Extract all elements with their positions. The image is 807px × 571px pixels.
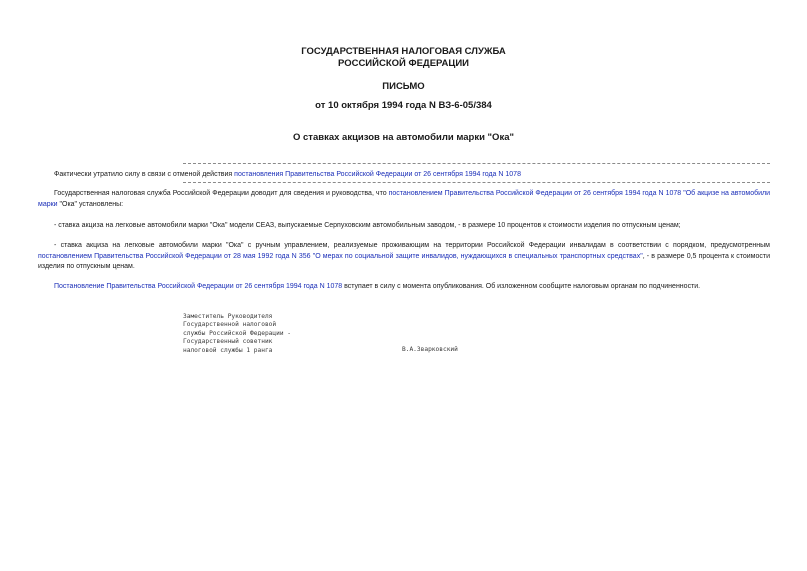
resolution-1078-link-2[interactable]: Постановление Правительства Российской Федерации от 26 сентября 1994 года N 1078: [54, 283, 343, 290]
paragraph-rate-disabled: [38, 241, 770, 273]
status-note-text: Фактически утратило силу в связи с отменой действия: [54, 171, 235, 178]
org-name-line2: РОССИЙСКОЙ ФЕДЕРАЦИИ: [337, 58, 469, 69]
document-type: ПИСЬМО: [382, 81, 425, 92]
signature-line: налоговой службы 1 ранга: [183, 346, 273, 354]
status-note: [38, 170, 770, 181]
signature-line: Государственный советник: [183, 338, 273, 346]
document-title: О ставках акцизов на автомобили марки "Ока": [293, 132, 514, 143]
paragraph-intro-tail: "Ока" установлены:: [57, 200, 124, 208]
document-date-number: от 10 октября 1994 года N ВЗ-6-05/384: [315, 100, 492, 111]
paragraph-intro: [38, 189, 770, 210]
signature-line: Государственной налоговой: [183, 321, 277, 329]
note-divider-top: [183, 163, 770, 164]
signature-block: [183, 313, 291, 355]
org-name-line1: ГОСУДАРСТВЕННАЯ НАЛОГОВАЯ СЛУЖБА: [301, 46, 506, 57]
resolution-1078-link[interactable]: постановлением Правительства Российской Федерации от 26 сентября 1994 года N 1078 "Об акцизе на автомобили марки: [38, 190, 771, 208]
paragraph-rate-disabled-tail: , - в размере 0,5 процента к стоимости изделия по отпускным ценам.: [38, 252, 771, 270]
paragraph-effective: [38, 282, 770, 293]
paragraph-rate-seaz: - ставка акциза на легковые автомобили марки "Ока" модели СЕАЗ, выпускаемые Серпуховским автомобильным заводом, - в размере 10 процентов к стоимости изделия по отпускным ценам;: [54, 222, 681, 229]
status-note-link[interactable]: постановления Правительства Российской Федерации от 26 сентября 1994 года N 1078: [234, 171, 521, 178]
signatory-name: В.А.Зварковский: [402, 346, 458, 353]
resolution-356-link[interactable]: постановлением Правительства Российской Федерации от 28 мая 1992 года N 356 "О мерах по социальной защите инвалидов, нуждающихся в специальных транспортных средствах": [38, 252, 643, 260]
note-divider-bottom: [183, 182, 770, 183]
paragraph-intro-text: Государственная налоговая служба Российской Федерации доводит для сведения и руководства, что: [54, 190, 389, 197]
paragraph-effective-text: вступает в силу с момента опубликования. Об изложенном сообщите налоговым органам по подчиненности.: [342, 283, 701, 290]
signature-line: службы Российской Федерации -: [183, 329, 292, 337]
paragraph-rate-disabled-text: - ставка акциза на легковые автомобили марки "Ока" с ручным управлением, реализуемые проживающим на территории Российской Федерации инвалидам в соответствии с порядком, предусмотренным: [54, 242, 770, 249]
signature-line: Заместитель Руководителя: [183, 313, 273, 320]
